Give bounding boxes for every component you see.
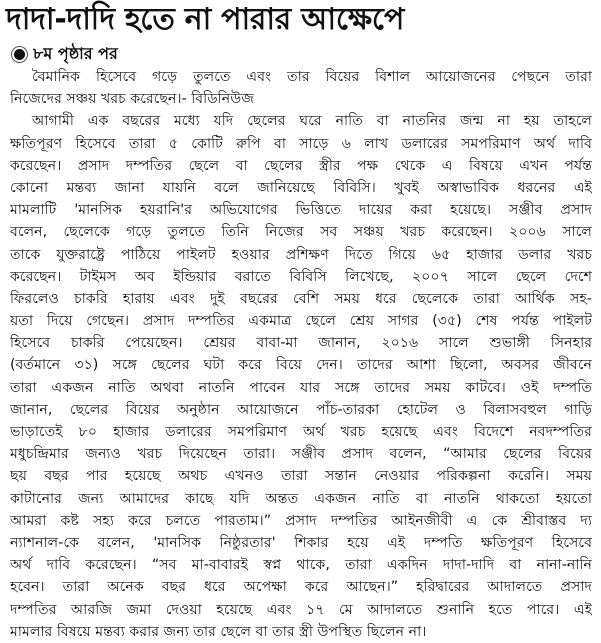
- article-line: অর্থ দাবি করেছেন। “সব মা-বাবারই স্বপ্ন থাকে, তারা একদিন দাদা-দাদি বা নানা-নানি: [10, 557, 592, 574]
- article-line: মামলাটি 'মানসিক হয়রানি'র অভিযোগের ভিত্তিতে দায়ের করা হয়েছে। সঞ্জীব প্রসাদ: [10, 202, 592, 219]
- article-line: ক্ষতিপূরণ হিসেবে তারা ৫ কোটি রুপি বা সাড়ে ৬ লাখ ডলারের সমপরিমাণ অর্থ দাবি: [10, 135, 592, 152]
- article-line: ন্যাশনাল-কে বলেন, 'মানসিক নিষ্ঠুরতার' শিকার হয়ে এই দম্পতি ক্ষতিপূরণ হিসেবে: [10, 534, 592, 551]
- article-line: করেছেন। প্রসাদ দম্পতির ছেলে বা ছেলের স্ত্রীর পক্ষ থেকে এ বিষয়ে এখন পর্যন্ত: [10, 157, 592, 174]
- article-line: তাকে যুক্তরাষ্ট্রে পাঠিয়ে পাইলট হওয়ার প্রশিক্ষণ দিতে গিয়ে ৬৫ হাজার ডলার খরচ: [10, 246, 592, 263]
- article-line: হবেন। তারা অনেক বছর ধরে অপেক্ষা করে আছেন।” হরিদ্বারের আদালতে প্রসাদ: [10, 579, 592, 596]
- article-line: বলেন, ছেলেকে গড়ে তুলতে তিনি নিজের সব সঞ্চয় খরচ করেছেন। ২০০৬ সালে: [10, 224, 592, 241]
- article-line: কাটানোর জন্য আমাদের কাছে যদি অন্তত একজন নাতি বা নাতনি থাকতো হয়তো: [10, 490, 592, 507]
- bullet-dot-icon: [14, 49, 25, 60]
- article-line: ফিরলেও চাকরি হারায় এবং দুই বছরের বেশি সময় ধরে ছেলেকে তারা আর্থিক সহ-: [10, 290, 592, 307]
- article-line: করেছেন। টাইমস অব ইন্ডিয়ার বরাতে বিবিসি লিখেছে, ২০০৭ সালে ছেলে দেশে: [10, 268, 592, 285]
- article-line: ভাড়াতেই ৮০ হাজার ডলারের সমপরিমাণ অর্থ খরচ হয়েছে এবং বিদেশে নবদম্পতির: [10, 424, 592, 440]
- article-line: মামলার বিষয়ে মন্তব্য করার জন্য তার ছেলে বা তার স্ত্রী উপস্থিত ছিলেন না।: [10, 623, 427, 640]
- continuation-label: ৮ম পৃষ্ঠার পর: [33, 43, 118, 63]
- article-line: আগামী এক বছরের মধ্যে যদি ছেলের ঘরে নাতি বা নাতনির জন্ম না হয় তাহলে: [32, 113, 592, 130]
- article-line: তারা একজন নাতি অথবা নাতনি পাবেন যার সঙ্গে তাদের সময় কাটবে। ওই দম্পতি: [10, 379, 592, 396]
- article-line: নিজেদের সঞ্চয় খরচ করেছেন।- বিডিনিউজ: [10, 91, 254, 108]
- article-line: বৈমানিক হিসেবে গড়ে তুলতে এবং তার বিয়ের বিশাল আয়োজনের পেছনে তারা: [32, 69, 592, 85]
- article-line: (বর্তমানে ৩১) সঙ্গে ছেলের ঘটা করে বিয়ে দেন। তাদের আশা ছিলো, অবসর জীবনে: [10, 357, 592, 374]
- article-line: কোনো মন্তব্য জানা যায়নি বলে জানিয়েছে বিবিসি। খুবই অস্বাভাবিক ধরনের এই: [10, 179, 592, 196]
- article-line: মধুচন্দ্রিমার জন্যও খরচ দিয়েছেন তারা। সঞ্জীব প্রসাদ বলেন, “আমার ছেলের বিয়ের: [10, 446, 592, 463]
- article-line: য়তা দিয়ে গেছেন। প্রসাদ দম্পতির একমাত্র ছেলে শ্রেয় সাগর (৩৫) শেষ পর্যন্ত পাইলট: [10, 313, 592, 330]
- article-line: আমরা কষ্ট সহ্য করে চলতে পারতাম।” প্রসাদ দম্পতির আইনজীবী এ কে শ্রীবাস্তব দ্য: [10, 512, 592, 529]
- article-line: দম্পতির আরজি জমা দেওয়া হয়েছে এবং ১৭ মে আদালতে শুনানি হতে পারে। এই: [10, 601, 592, 618]
- continuation-note: [14, 44, 118, 64]
- headline: দাদা-দাদি হতে না পারার আক্ষেপে: [6, 2, 405, 37]
- article-line: হিসেবে চাকরি পেয়েছেন। শ্রেয়র বাবা-মা জানান, ২০১৬ সালে শুভাঙ্গী সিনহার: [10, 335, 592, 352]
- article-body: [10, 66, 592, 643]
- article-line: জানান, ছেলের বিয়ের অনুষ্ঠান আয়োজনে পাঁচ-তারকা হোটেল ও বিলাসবহুল গাড়ি: [10, 401, 592, 418]
- article-line: ছয় বছর পার হয়েছে অথচ এখনও তারা সন্তান নেওয়ার পরিকল্পনা করেনি। সময়: [10, 468, 592, 485]
